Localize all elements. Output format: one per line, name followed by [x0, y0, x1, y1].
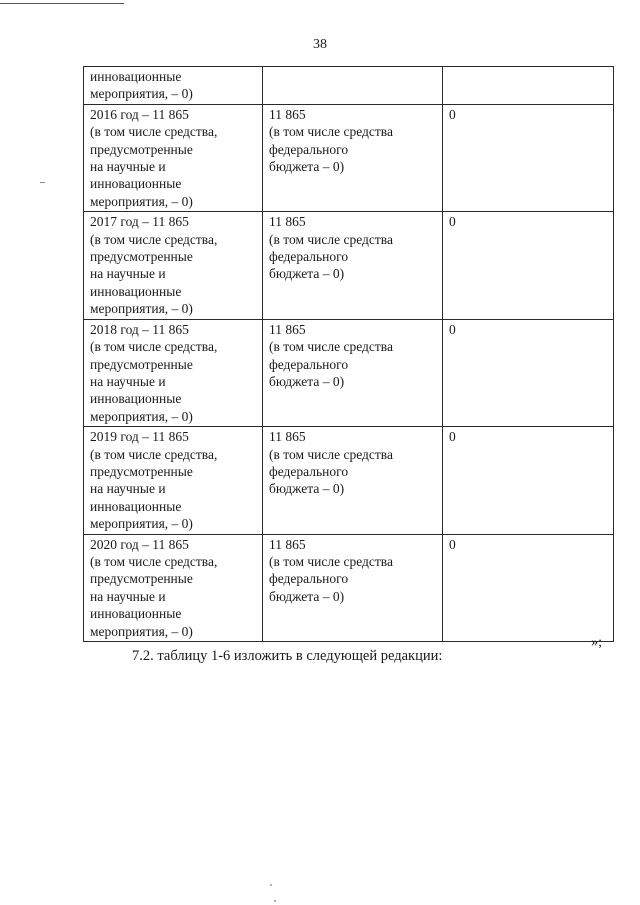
table-cell-year-total: 2016 год – 11 865 (в том числе средства, предусмотренные на научные и инновационные мероприятия, – 0)	[84, 104, 263, 211]
table-row	[84, 104, 614, 211]
header-rule	[0, 3, 124, 4]
table-row	[84, 212, 614, 319]
table-cell-other: 0	[443, 534, 614, 641]
table-row	[84, 427, 614, 534]
page-number: 38	[313, 37, 327, 52]
table-cell-federal: 11 865 (в том числе средства федерального бюджета – 0)	[263, 534, 443, 641]
scan-mark	[40, 182, 45, 183]
table-cell-federal: 11 865 (в том числе средства федерального бюджета – 0)	[263, 319, 443, 426]
budget-table	[83, 66, 614, 642]
table-cell-year-total: инновационные мероприятия, – 0)	[84, 67, 263, 105]
table-cell-year-total: 2017 год – 11 865 (в том числе средства, предусмотренные на научные и инновационные мероприятия, – 0)	[84, 212, 263, 319]
table-cell-other	[443, 67, 614, 105]
table-cell-year-total: 2020 год – 11 865 (в том числе средства, предусмотренные на научные и инновационные мероприятия, – 0)	[84, 534, 263, 641]
scan-dot	[274, 900, 276, 902]
instruction-paragraph: 7.2. таблицу 1-6 изложить в следующей редакции:	[132, 648, 443, 664]
table-cell-federal	[263, 67, 443, 105]
table-cell-other: 0	[443, 212, 614, 319]
table-row	[84, 534, 614, 641]
table-row	[84, 67, 614, 105]
table-cell-federal: 11 865 (в том числе средства федерального бюджета – 0)	[263, 104, 443, 211]
table-cell-other: 0	[443, 104, 614, 211]
table-cell-federal: 11 865 (в том числе средства федерального бюджета – 0)	[263, 427, 443, 534]
table-cell-other: 0	[443, 319, 614, 426]
scan-dot	[270, 884, 272, 886]
table-cell-year-total: 2018 год – 11 865 (в том числе средства, предусмотренные на научные и инновационные мероприятия, – 0)	[84, 319, 263, 426]
table-cell-federal: 11 865 (в том числе средства федерального бюджета – 0)	[263, 212, 443, 319]
table-cell-year-total: 2019 год – 11 865 (в том числе средства, предусмотренные на научные и инновационные мероприятия, – 0)	[84, 427, 263, 534]
closing-quote: »;	[591, 635, 602, 650]
table-row	[84, 319, 614, 426]
table-cell-other: 0	[443, 427, 614, 534]
